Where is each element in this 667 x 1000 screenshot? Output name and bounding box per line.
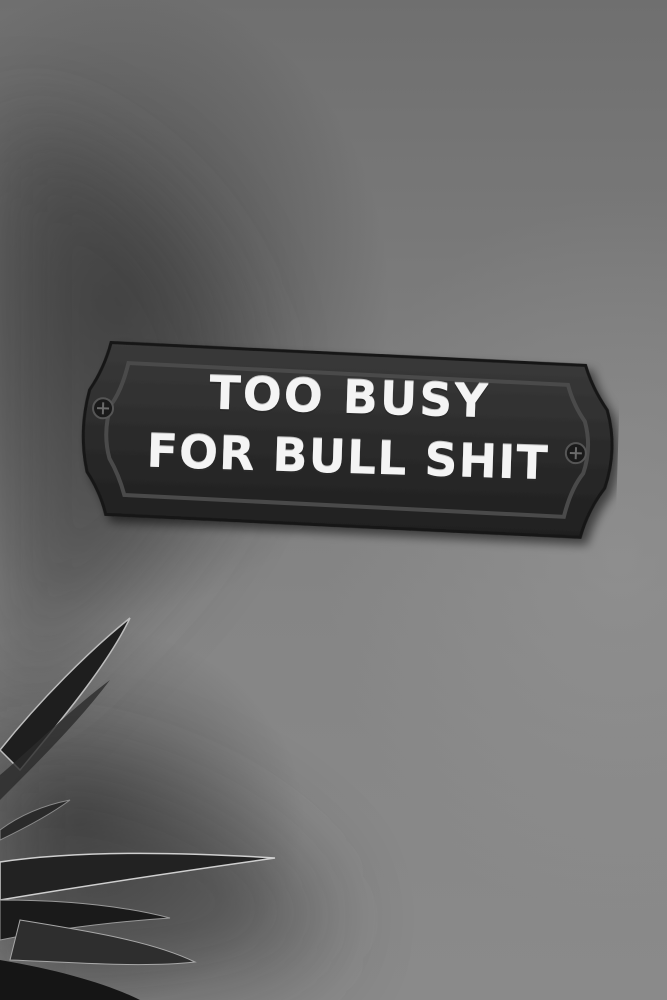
- plaque-lettering: [117, 365, 580, 491]
- screw-icon: [93, 398, 114, 419]
- plant-leaf-icon: [0, 600, 300, 1000]
- sign-line-1: TOO BUSY: [208, 365, 491, 429]
- wall-plaque: [75, 332, 621, 559]
- sign-line-2: FOR BULL SHIT: [145, 423, 550, 491]
